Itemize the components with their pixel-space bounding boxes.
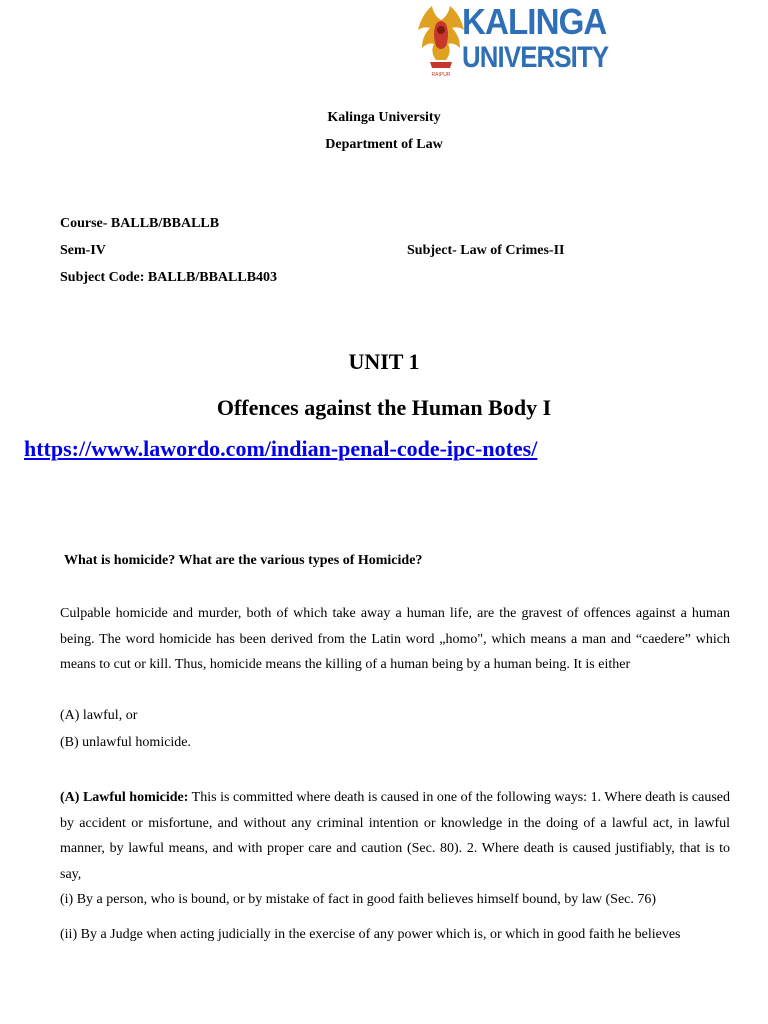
lawful-homicide-paragraph xyxy=(60,785,730,887)
course-label: Course- BALLB/BBALLB xyxy=(60,216,220,231)
lawful-homicide-text: This is committed where death is caused in one of the following ways: 1. Where death is caused by accident or misfortune, and without any criminal intention or knowledge in the doing of a lawful act, in lawful manner, by lawful means, and with proper care and caution (Sec. 80). 2. Where death is caused justifiably, that is to say, xyxy=(60,790,730,882)
list-item-b: (B) unlawful homicide. xyxy=(60,735,192,750)
intro-paragraph: Culpable homicide and murder, both of which take away a human life, are the gravest of offences against a human being. The word homicide has been derived from the Latin word „homo", which means a man and “caedere” which means to cut or kill. Thus, homicide means the killing of a human being by a human being. It is either xyxy=(60,606,730,673)
reference-link[interactable]: https://www.lawordo.com/indian-penal-code-ipc-notes/ xyxy=(24,436,538,461)
list-item-a: (A) lawful, or xyxy=(60,708,138,723)
logo-text-university: UNIVERSITY xyxy=(462,41,609,74)
point-i: (i) By a person, who is bound, or by mistake of fact in good faith believes himself bound, by law (Sec. 76) xyxy=(60,892,657,907)
unit-title: UNIT 1 xyxy=(348,349,420,374)
department-name: Department of Law xyxy=(325,137,443,152)
semester-label: Sem-IV xyxy=(60,243,106,258)
university-logo xyxy=(412,0,609,80)
lawful-homicide-heading: (A) Lawful homicide: xyxy=(60,790,189,805)
unit-subtitle: Offences against the Human Body I xyxy=(216,395,552,420)
logo-text-kalinga: KALINGA xyxy=(462,1,607,42)
question-heading: What is homicide? What are the various types of Homicide? xyxy=(64,553,423,568)
subject-label: Subject- Law of Crimes-II xyxy=(407,243,565,258)
university-name: Kalinga University xyxy=(327,110,441,125)
svg-text:RAIPUR: RAIPUR xyxy=(431,72,451,78)
point-ii: (ii) By a Judge when acting judicially in the exercise of any power which is, or which in good faith he believes xyxy=(60,927,681,942)
subject-code-label: Subject Code: BALLB/BBALLB403 xyxy=(60,270,278,285)
